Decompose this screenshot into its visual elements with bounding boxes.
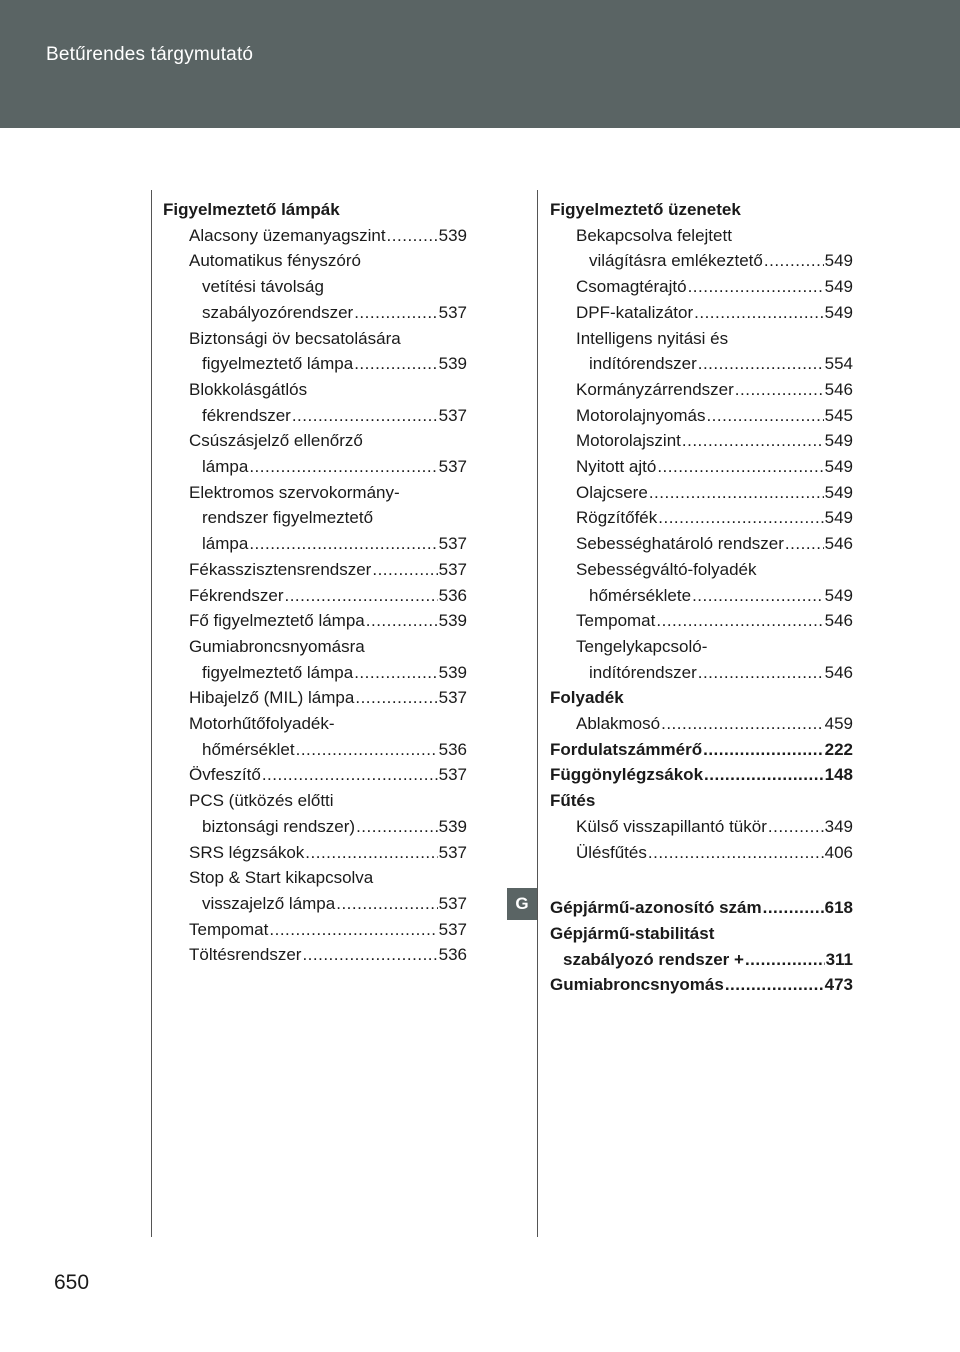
- leader-dots: [725, 972, 824, 998]
- index-entry[interactable]: szabályozórendszer ..... 537: [163, 300, 467, 326]
- page-ref: 536: [438, 585, 467, 605]
- index-entry[interactable]: indítórendszer ..... 546: [550, 660, 853, 686]
- index-entry[interactable]: lámpa ..... 537: [163, 531, 467, 557]
- index-entry[interactable]: indítórendszer ..... 554: [550, 351, 853, 377]
- page-ref: 539: [438, 662, 467, 682]
- leader-dots: [692, 583, 824, 609]
- index-entry[interactable]: Fékrendszer ..... 536: [163, 583, 467, 609]
- leader-dots: [356, 814, 438, 840]
- index-entry[interactable]: Fékasszisztensrendszer ..... 537: [163, 557, 467, 583]
- index-entry[interactable]: Töltésrendszer ..... 536: [163, 942, 467, 968]
- index-entry-line: Stop & Start kikapcsolva: [189, 868, 374, 888]
- index-entry[interactable]: Alacsony üzemanyagszint ..... 539: [163, 223, 467, 249]
- leader-dots: [682, 428, 824, 454]
- page-ref: 549: [824, 302, 853, 322]
- leader-dots: [688, 274, 824, 300]
- page-ref: 549: [824, 431, 853, 451]
- index-entry[interactable]: Gumiabroncsnyomás ..... 473: [550, 972, 853, 998]
- index-entry[interactable]: Ülésfűtés ..... 406: [550, 840, 853, 866]
- leader-dots: [302, 942, 437, 968]
- index-entry-line: PCS (ütközés előtti: [189, 791, 334, 811]
- leader-dots: [785, 531, 824, 557]
- index-entry[interactable]: lámpa ..... 537: [163, 454, 467, 480]
- leader-dots: [698, 660, 824, 686]
- index-entry-line: rendszer figyelmeztető: [202, 508, 374, 528]
- page-ref: 536: [438, 739, 467, 759]
- index-entry[interactable]: Olajcsere ..... 549: [550, 480, 853, 506]
- index-entry-line: Motorhűtőfolyadék-: [189, 714, 335, 734]
- index-entry-line: vetítési távolság: [202, 277, 324, 297]
- leader-dots: [745, 947, 825, 973]
- leader-dots: [656, 608, 823, 634]
- index-entry-line: Bekapcsolva felejtett: [576, 225, 732, 245]
- page-ref: 537: [438, 765, 467, 785]
- index-column-left: [163, 197, 467, 968]
- index-heading: Fűtés: [550, 791, 596, 811]
- page-ref: 537: [438, 919, 467, 939]
- page-ref: 546: [824, 534, 853, 554]
- leader-dots: [657, 454, 823, 480]
- page-ref: 459: [824, 714, 853, 734]
- index-entry-line: Gumiabroncsnyomásra: [189, 636, 365, 656]
- leader-dots: [354, 351, 437, 377]
- page-ref: 549: [824, 508, 853, 528]
- page-ref: 549: [824, 482, 853, 502]
- header-title: Betűrendes tárgymutató: [46, 44, 254, 65]
- index-entry-line: Csúszásjelző ellenőrző: [189, 431, 363, 451]
- page-ref: 539: [438, 816, 467, 836]
- page-ref: 311: [825, 949, 853, 969]
- leader-dots: [355, 685, 437, 711]
- column-divider-left: [151, 190, 152, 1237]
- page-ref: 539: [438, 611, 467, 631]
- page-ref: 148: [824, 765, 853, 785]
- page-ref: 537: [438, 842, 467, 862]
- leader-dots: [354, 660, 437, 686]
- page-ref: 546: [824, 379, 853, 399]
- page-ref: 539: [438, 354, 467, 374]
- index-entry[interactable]: Függönylégzsákok ..... 148: [550, 762, 853, 788]
- letter-group-gap: [550, 865, 853, 895]
- leader-dots: [366, 608, 438, 634]
- leader-dots: [372, 557, 437, 583]
- leader-dots: [249, 531, 437, 557]
- leader-dots: [768, 814, 824, 840]
- page-ref: 549: [824, 251, 853, 271]
- index-entry[interactable]: Fő figyelmeztető lámpa ..... 539: [163, 608, 467, 634]
- index-entry[interactable]: figyelmeztető lámpa ..... 539: [163, 660, 467, 686]
- index-entry[interactable]: Övfeszítő ..... 537: [163, 762, 467, 788]
- index-entry[interactable]: szabályozó rendszer + ..... 311: [550, 947, 853, 973]
- leader-dots: [648, 840, 824, 866]
- index-entry[interactable]: Gépjármű-azonosító szám ..... 618: [550, 895, 853, 921]
- index-entry-line: Intelligens nyitási és: [576, 328, 729, 348]
- index-heading: Figyelmeztető üzenetek: [550, 200, 741, 219]
- page-number: 650: [54, 1271, 90, 1294]
- index-entry[interactable]: fékrendszer ..... 537: [163, 403, 467, 429]
- index-entry[interactable]: hőmérséklet ..... 536: [163, 737, 467, 763]
- page-ref: 549: [824, 277, 853, 297]
- index-entry[interactable]: Csomagtérajtó ..... 549: [550, 274, 853, 300]
- leader-dots: [262, 762, 438, 788]
- section-tab-g[interactable]: G: [507, 888, 537, 920]
- index-column-right: [550, 197, 853, 998]
- page-ref: 537: [438, 893, 467, 913]
- index-entry[interactable]: Tempomat ..... 537: [163, 917, 467, 943]
- index-entry[interactable]: biztonsági rendszer) ..... 539: [163, 814, 467, 840]
- page-ref: 537: [438, 534, 467, 554]
- leader-dots: [658, 505, 823, 531]
- index-entry[interactable]: figyelmeztető lámpa ..... 539: [163, 351, 467, 377]
- leader-dots: [387, 223, 438, 249]
- leader-dots: [249, 454, 437, 480]
- leader-dots: [735, 377, 824, 403]
- leader-dots: [698, 351, 824, 377]
- leader-dots: [292, 403, 438, 429]
- index-entry-line: Elektromos szervokormány-: [189, 482, 400, 502]
- leader-dots: [694, 300, 823, 326]
- index-entry-line: Blokkolásgátlós: [189, 379, 308, 399]
- index-entry[interactable]: Fordulatszámmérő ..... 222: [550, 737, 853, 763]
- page-ref: 537: [438, 688, 467, 708]
- index-heading: Figyelmeztető lámpák: [163, 200, 340, 219]
- leader-dots: [354, 300, 437, 326]
- page-ref: 536: [438, 945, 467, 965]
- index-entry[interactable]: Tempomat ..... 546: [550, 608, 853, 634]
- leader-dots: [649, 480, 824, 506]
- page-ref: 546: [824, 611, 853, 631]
- index-entry[interactable]: Hibajelző (MIL) lámpa ..... 537: [163, 685, 467, 711]
- page-ref: 539: [438, 225, 467, 245]
- index-entry[interactable]: Nyitott ajtó ..... 549: [550, 454, 853, 480]
- leader-dots: [764, 248, 824, 274]
- leader-dots: [661, 711, 824, 737]
- index-entry[interactable]: visszajelző lámpa ..... 537: [163, 891, 467, 917]
- page-ref: 554: [824, 354, 853, 374]
- index-entry[interactable]: Külső visszapillantó tükör ..... 349: [550, 814, 853, 840]
- index-entry[interactable]: Ablakmosó ..... 459: [550, 711, 853, 737]
- index-entry[interactable]: SRS légzsákok ..... 537: [163, 840, 467, 866]
- index-entry[interactable]: DPF-katalizátor ..... 549: [550, 300, 853, 326]
- index-entry-line: Biztonsági öv becsatolására: [189, 328, 401, 348]
- index-entry-line: Sebességváltó-folyadék: [576, 559, 757, 579]
- leader-dots: [706, 403, 823, 429]
- header-band: [0, 0, 960, 128]
- page-ref: 537: [438, 302, 467, 322]
- leader-dots: [269, 917, 437, 943]
- leader-dots: [703, 737, 824, 763]
- page-ref: 549: [824, 585, 853, 605]
- page-ref: 618: [824, 898, 853, 918]
- index-heading: Folyadék: [550, 688, 624, 708]
- leader-dots: [305, 840, 437, 866]
- leader-dots: [296, 737, 438, 763]
- index-entry-line: Tengelykapcsoló-: [576, 636, 708, 656]
- leader-dots: [284, 583, 437, 609]
- page-ref: 546: [824, 662, 853, 682]
- page-ref: 545: [824, 405, 853, 425]
- leader-dots: [763, 895, 824, 921]
- index-entry[interactable]: Rögzítőfék ..... 549: [550, 505, 853, 531]
- page-ref: 222: [824, 739, 853, 759]
- leader-dots: [704, 762, 824, 788]
- index-entry-line: Gépjármű-stabilitást: [550, 923, 715, 943]
- index-entry[interactable]: Motorolajszint ..... 549: [550, 428, 853, 454]
- column-divider-middle: [537, 190, 538, 1237]
- leader-dots: [336, 891, 437, 917]
- page-ref: 349: [824, 816, 853, 836]
- index-entry[interactable]: Sebességhatároló rendszer ..... 546: [550, 531, 853, 557]
- page-ref: 473: [824, 975, 853, 995]
- page-ref: 537: [438, 457, 467, 477]
- index-entry[interactable]: Kormányzárrendszer ..... 546: [550, 377, 853, 403]
- page-ref: 549: [824, 457, 853, 477]
- page-ref: 406: [824, 842, 853, 862]
- page-ref: 537: [438, 559, 467, 579]
- page-ref: 537: [438, 405, 467, 425]
- index-entry-line: Automatikus fényszóró: [189, 251, 361, 271]
- index-entry[interactable]: hőmérséklete ..... 549: [550, 583, 853, 609]
- index-entry[interactable]: Motorolajnyomás ..... 545: [550, 403, 853, 429]
- index-entry[interactable]: világításra emlékeztető ..... 549: [550, 248, 853, 274]
